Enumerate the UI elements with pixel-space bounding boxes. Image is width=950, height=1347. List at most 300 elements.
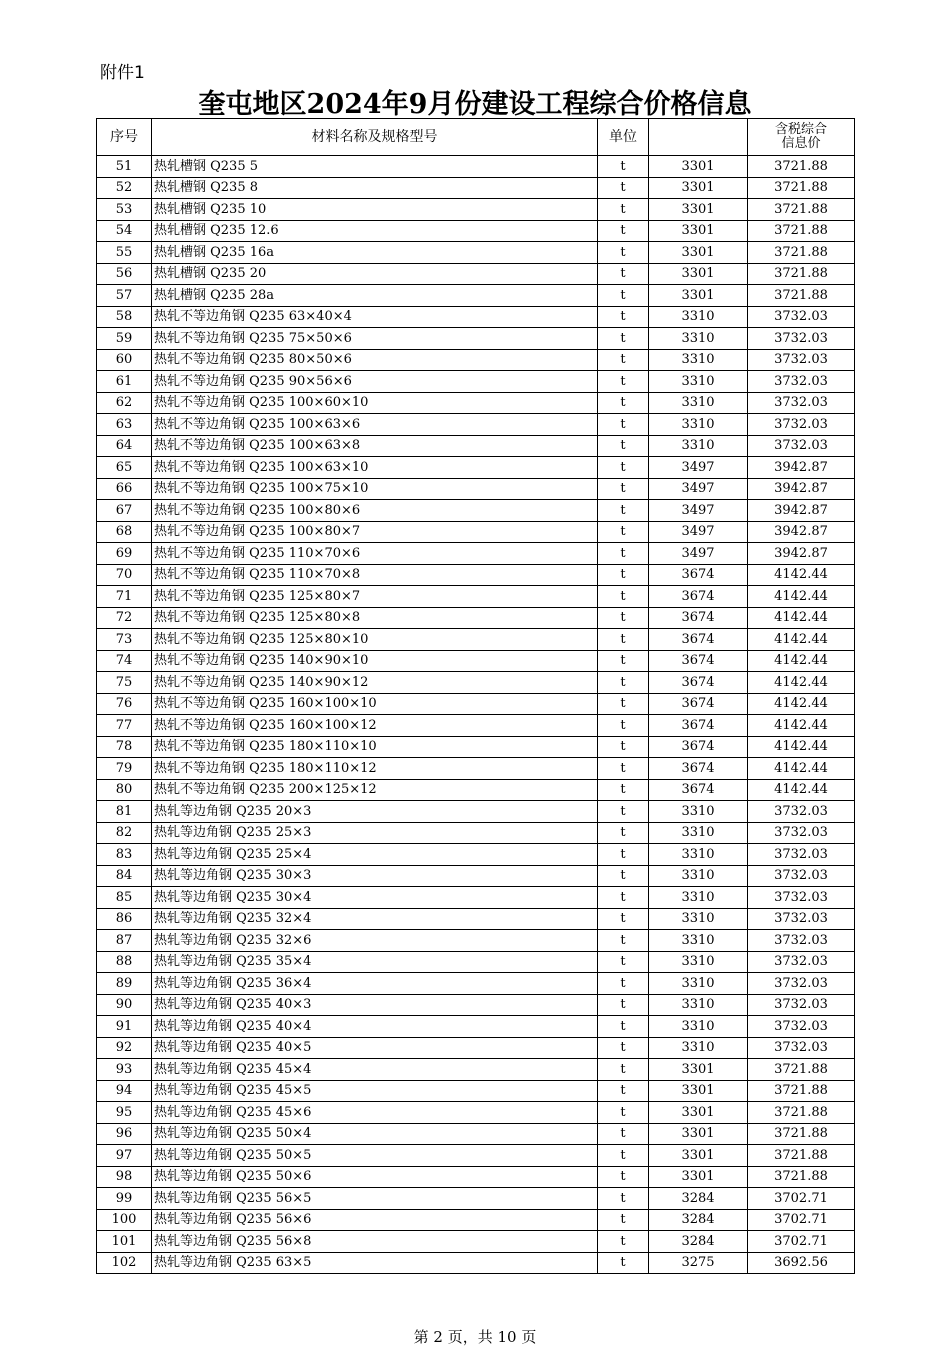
cell-unit: t [598,994,649,1016]
header-unit: 单位 [598,119,649,156]
cell-price-tax: 3702.71 [748,1188,855,1210]
cell-price-tax: 3721.88 [748,199,855,221]
cell-unit: t [598,328,649,350]
cell-index: 95 [97,1102,152,1124]
cell-price-tax: 4142.44 [748,650,855,672]
table-row [97,693,855,715]
cell-name: 热轧不等边角钢 Q235 100×75×10 [152,478,598,500]
table-row [97,865,855,887]
cell-name: 热轧不等边角钢 Q235 100×80×6 [152,500,598,522]
cell-price-ex: 3310 [649,951,748,973]
cell-name: 热轧不等边角钢 Q235 110×70×6 [152,543,598,565]
table-row [97,1123,855,1145]
cell-price-tax: 3721.88 [748,220,855,242]
cell-price-ex: 3301 [649,220,748,242]
cell-index: 60 [97,349,152,371]
cell-name: 热轧不等边角钢 Q235 100×63×6 [152,414,598,436]
table-row [97,478,855,500]
cell-price-ex: 3310 [649,844,748,866]
cell-price-tax: 3732.03 [748,930,855,952]
cell-name: 热轧等边角钢 Q235 45×4 [152,1059,598,1081]
cell-name: 热轧等边角钢 Q235 63×5 [152,1252,598,1274]
cell-unit: t [598,1059,649,1081]
table-row [97,930,855,952]
cell-unit: t [598,242,649,264]
cell-price-tax: 3732.03 [748,392,855,414]
table-row [97,242,855,264]
table-row [97,156,855,178]
cell-index: 93 [97,1059,152,1081]
cell-index: 81 [97,801,152,823]
cell-name: 热轧不等边角钢 Q235 90×56×6 [152,371,598,393]
cell-name: 热轧等边角钢 Q235 25×3 [152,822,598,844]
cell-unit: t [598,758,649,780]
cell-unit: t [598,263,649,285]
cell-unit: t [598,1016,649,1038]
attachment-label: 附件1 [100,63,145,83]
cell-name: 热轧不等边角钢 Q235 160×100×12 [152,715,598,737]
cell-index: 63 [97,414,152,436]
table-row [97,457,855,479]
cell-index: 80 [97,779,152,801]
cell-price-tax: 4142.44 [748,779,855,801]
cell-unit: t [598,500,649,522]
cell-index: 76 [97,693,152,715]
cell-index: 57 [97,285,152,307]
table-row [97,1209,855,1231]
table-row [97,951,855,973]
cell-unit: t [598,371,649,393]
table-row [97,1252,855,1274]
cell-price-ex: 3497 [649,457,748,479]
table-row [97,199,855,221]
cell-name: 热轧不等边角钢 Q235 100×60×10 [152,392,598,414]
cell-index: 77 [97,715,152,737]
table-row [97,500,855,522]
cell-name: 热轧槽钢 Q235 16a [152,242,598,264]
cell-name: 热轧槽钢 Q235 10 [152,199,598,221]
table-row [97,1166,855,1188]
cell-price-ex: 3310 [649,973,748,995]
cell-price-ex: 3497 [649,521,748,543]
cell-unit: t [598,672,649,694]
cell-price-ex: 3310 [649,822,748,844]
cell-index: 101 [97,1231,152,1253]
cell-index: 96 [97,1123,152,1145]
cell-index: 62 [97,392,152,414]
cell-unit: t [598,629,649,651]
cell-price-ex: 3674 [649,736,748,758]
header-price-tax [748,119,855,156]
cell-price-ex: 3674 [649,672,748,694]
cell-index: 99 [97,1188,152,1210]
cell-index: 92 [97,1037,152,1059]
table-row [97,263,855,285]
cell-name: 热轧等边角钢 Q235 50×5 [152,1145,598,1167]
page-title: 奎屯地区2024年9月份建设工程综合价格信息 [198,89,752,120]
cell-price-tax: 3732.03 [748,844,855,866]
header-index: 序号 [97,119,152,156]
cell-index: 98 [97,1166,152,1188]
cell-name: 热轧等边角钢 Q235 32×6 [152,930,598,952]
cell-price-tax: 3732.03 [748,349,855,371]
cell-name: 热轧等边角钢 Q235 56×5 [152,1188,598,1210]
cell-price-ex: 3310 [649,1016,748,1038]
cell-price-ex: 3310 [649,930,748,952]
cell-price-tax: 3942.87 [748,500,855,522]
cell-price-tax: 3721.88 [748,263,855,285]
cell-index: 72 [97,607,152,629]
table-row [97,801,855,823]
cell-unit: t [598,543,649,565]
table-row [97,349,855,371]
cell-unit: t [598,865,649,887]
cell-unit: t [598,349,649,371]
cell-unit: t [598,822,649,844]
cell-name: 热轧不等边角钢 Q235 160×100×10 [152,693,598,715]
table-row [97,1059,855,1081]
table-row [97,994,855,1016]
table-row [97,285,855,307]
cell-unit: t [598,1102,649,1124]
cell-price-ex: 3310 [649,392,748,414]
cell-name: 热轧等边角钢 Q235 25×4 [152,844,598,866]
cell-index: 71 [97,586,152,608]
cell-name: 热轧槽钢 Q235 8 [152,177,598,199]
cell-unit: t [598,220,649,242]
cell-price-tax: 3702.71 [748,1231,855,1253]
cell-price-ex: 3674 [649,607,748,629]
cell-index: 59 [97,328,152,350]
cell-price-tax: 3732.03 [748,994,855,1016]
cell-unit: t [598,693,649,715]
table-row [97,1188,855,1210]
cell-name: 热轧槽钢 Q235 20 [152,263,598,285]
table-row [97,435,855,457]
cell-index: 90 [97,994,152,1016]
table-row [97,887,855,909]
cell-price-ex: 3301 [649,199,748,221]
cell-unit: t [598,715,649,737]
table-row [97,306,855,328]
cell-name: 热轧等边角钢 Q235 40×3 [152,994,598,1016]
cell-unit: t [598,844,649,866]
cell-index: 86 [97,908,152,930]
cell-unit: t [598,177,649,199]
cell-price-ex: 3301 [649,1080,748,1102]
cell-index: 102 [97,1252,152,1274]
cell-price-ex: 3310 [649,328,748,350]
cell-price-ex: 3310 [649,994,748,1016]
cell-unit: t [598,586,649,608]
cell-price-tax: 3702.71 [748,1209,855,1231]
cell-unit: t [598,887,649,909]
cell-name: 热轧不等边角钢 Q235 125×80×8 [152,607,598,629]
table-row [97,177,855,199]
table-row [97,607,855,629]
cell-price-tax: 4142.44 [748,736,855,758]
cell-price-tax: 3732.03 [748,306,855,328]
cell-name: 热轧等边角钢 Q235 32×4 [152,908,598,930]
cell-index: 61 [97,371,152,393]
cell-name: 热轧槽钢 Q235 12.6 [152,220,598,242]
cell-unit: t [598,1231,649,1253]
cell-price-ex: 3497 [649,500,748,522]
table-row [97,1145,855,1167]
cell-name: 热轧不等边角钢 Q235 180×110×10 [152,736,598,758]
cell-index: 94 [97,1080,152,1102]
cell-price-ex: 3301 [649,1102,748,1124]
cell-index: 88 [97,951,152,973]
cell-unit: t [598,1037,649,1059]
table-row [97,650,855,672]
cell-price-tax: 3692.56 [748,1252,855,1274]
cell-name: 热轧等边角钢 Q235 40×4 [152,1016,598,1038]
cell-unit: t [598,306,649,328]
cell-unit: t [598,1145,649,1167]
table-row [97,672,855,694]
cell-price-tax: 3721.88 [748,242,855,264]
cell-index: 56 [97,263,152,285]
cell-name: 热轧槽钢 Q235 28a [152,285,598,307]
cell-unit: t [598,156,649,178]
cell-unit: t [598,1166,649,1188]
table-row [97,758,855,780]
cell-name: 热轧等边角钢 Q235 45×6 [152,1102,598,1124]
cell-index: 73 [97,629,152,651]
cell-price-tax: 3732.03 [748,951,855,973]
cell-index: 78 [97,736,152,758]
cell-unit: t [598,435,649,457]
cell-price-ex: 3674 [649,586,748,608]
cell-price-tax: 4142.44 [748,564,855,586]
cell-name: 热轧不等边角钢 Q235 125×80×7 [152,586,598,608]
cell-price-tax: 3721.88 [748,156,855,178]
cell-name: 热轧不等边角钢 Q235 100×63×10 [152,457,598,479]
cell-name: 热轧等边角钢 Q235 30×4 [152,887,598,909]
cell-price-ex: 3275 [649,1252,748,1274]
cell-unit: t [598,414,649,436]
cell-index: 91 [97,1016,152,1038]
cell-index: 97 [97,1145,152,1167]
cell-index: 87 [97,930,152,952]
cell-name: 热轧不等边角钢 Q235 125×80×10 [152,629,598,651]
cell-name: 热轧等边角钢 Q235 36×4 [152,973,598,995]
cell-index: 70 [97,564,152,586]
cell-name: 热轧不等边角钢 Q235 140×90×12 [152,672,598,694]
table-row [97,822,855,844]
table-row [97,328,855,350]
cell-price-ex: 3497 [649,543,748,565]
table-row [97,414,855,436]
cell-price-ex: 3674 [649,758,748,780]
cell-price-ex: 3310 [649,887,748,909]
cell-price-ex: 3310 [649,801,748,823]
cell-unit: t [598,457,649,479]
cell-price-tax: 3721.88 [748,285,855,307]
cell-unit: t [598,564,649,586]
cell-price-ex: 3301 [649,177,748,199]
cell-name: 热轧不等边角钢 Q235 140×90×10 [152,650,598,672]
cell-index: 55 [97,242,152,264]
cell-index: 64 [97,435,152,457]
table-row [97,715,855,737]
cell-unit: t [598,521,649,543]
cell-price-ex: 3301 [649,263,748,285]
cell-price-tax: 3721.88 [748,1145,855,1167]
table-row [97,629,855,651]
table-row [97,779,855,801]
cell-index: 69 [97,543,152,565]
cell-price-tax: 3721.88 [748,1102,855,1124]
cell-name: 热轧不等边角钢 Q235 180×110×12 [152,758,598,780]
cell-unit: t [598,199,649,221]
cell-index: 74 [97,650,152,672]
table-row [97,1080,855,1102]
header-price-tax-line2: 信息价 [781,136,821,151]
table-row [97,371,855,393]
cell-name: 热轧等边角钢 Q235 40×5 [152,1037,598,1059]
cell-unit: t [598,779,649,801]
cell-name: 热轧等边角钢 Q235 30×3 [152,865,598,887]
cell-index: 84 [97,865,152,887]
cell-price-tax: 3942.87 [748,521,855,543]
cell-unit: t [598,650,649,672]
cell-price-ex: 3674 [649,693,748,715]
cell-price-ex: 3310 [649,1037,748,1059]
cell-price-tax: 3721.88 [748,1080,855,1102]
cell-price-tax: 3721.88 [748,1166,855,1188]
cell-unit: t [598,908,649,930]
cell-price-ex: 3310 [649,908,748,930]
cell-index: 54 [97,220,152,242]
table-row [97,1016,855,1038]
cell-price-tax: 3732.03 [748,1016,855,1038]
cell-price-ex: 3674 [649,650,748,672]
cell-price-ex: 3301 [649,1123,748,1145]
cell-index: 82 [97,822,152,844]
cell-index: 51 [97,156,152,178]
cell-unit: t [598,478,649,500]
cell-price-tax: 3942.87 [748,478,855,500]
cell-price-tax: 3732.03 [748,887,855,909]
cell-price-tax: 3721.88 [748,1123,855,1145]
cell-index: 75 [97,672,152,694]
cell-price-ex: 3674 [649,629,748,651]
cell-price-tax: 3732.03 [748,371,855,393]
cell-price-tax: 3732.03 [748,328,855,350]
cell-unit: t [598,1123,649,1145]
table-row [97,392,855,414]
cell-price-tax: 4142.44 [748,758,855,780]
cell-price-tax: 4142.44 [748,693,855,715]
cell-price-ex: 3310 [649,306,748,328]
cell-unit: t [598,607,649,629]
cell-unit: t [598,285,649,307]
cell-price-tax: 3732.03 [748,414,855,436]
table-row [97,564,855,586]
cell-index: 100 [97,1209,152,1231]
cell-price-tax: 3732.03 [748,908,855,930]
cell-name: 热轧不等边角钢 Q235 63×40×4 [152,306,598,328]
cell-price-tax: 3732.03 [748,865,855,887]
cell-price-ex: 3310 [649,435,748,457]
cell-price-tax: 4142.44 [748,629,855,651]
cell-price-ex: 3674 [649,779,748,801]
cell-price-tax: 3721.88 [748,177,855,199]
cell-price-ex: 3674 [649,564,748,586]
table-row [97,586,855,608]
table-header-row [97,119,855,156]
cell-name: 热轧等边角钢 Q235 45×5 [152,1080,598,1102]
price-table [96,118,855,1274]
cell-price-tax: 4142.44 [748,672,855,694]
cell-index: 79 [97,758,152,780]
cell-index: 52 [97,177,152,199]
cell-name: 热轧不等边角钢 Q235 200×125×12 [152,779,598,801]
cell-price-tax: 3732.03 [748,973,855,995]
cell-index: 53 [97,199,152,221]
cell-price-tax: 3721.88 [748,1059,855,1081]
cell-price-ex: 3310 [649,349,748,371]
cell-unit: t [598,736,649,758]
cell-name: 热轧等边角钢 Q235 50×6 [152,1166,598,1188]
cell-index: 68 [97,521,152,543]
cell-name: 热轧等边角钢 Q235 56×8 [152,1231,598,1253]
header-price-tax-line1: 含税综合 [774,122,827,138]
cell-unit: t [598,392,649,414]
cell-unit: t [598,1209,649,1231]
cell-index: 89 [97,973,152,995]
table-row [97,521,855,543]
cell-unit: t [598,1252,649,1274]
cell-index: 65 [97,457,152,479]
cell-price-tax: 3732.03 [748,801,855,823]
cell-name: 热轧不等边角钢 Q235 110×70×8 [152,564,598,586]
table-row [97,1102,855,1124]
cell-price-tax: 3732.03 [748,822,855,844]
cell-index: 58 [97,306,152,328]
cell-price-ex: 3497 [649,478,748,500]
cell-price-ex: 3301 [649,1059,748,1081]
cell-price-ex: 3284 [649,1231,748,1253]
cell-price-ex: 3284 [649,1188,748,1210]
cell-name: 热轧不等边角钢 Q235 100×80×7 [152,521,598,543]
cell-index: 67 [97,500,152,522]
cell-price-tax: 3732.03 [748,435,855,457]
cell-name: 热轧等边角钢 Q235 20×3 [152,801,598,823]
cell-unit: t [598,1188,649,1210]
cell-unit: t [598,1080,649,1102]
cell-index: 83 [97,844,152,866]
cell-name: 热轧槽钢 Q235 5 [152,156,598,178]
cell-name: 热轧不等边角钢 Q235 75×50×6 [152,328,598,350]
cell-price-tax: 3942.87 [748,457,855,479]
cell-name: 热轧不等边角钢 Q235 100×63×8 [152,435,598,457]
cell-index: 85 [97,887,152,909]
header-name: 材料名称及规格型号 [152,119,598,156]
table-row [97,736,855,758]
table-row [97,220,855,242]
cell-price-ex: 3674 [649,715,748,737]
cell-unit: t [598,973,649,995]
cell-price-tax: 4142.44 [748,715,855,737]
cell-price-ex: 3301 [649,1145,748,1167]
cell-price-ex: 3310 [649,865,748,887]
cell-name: 热轧等边角钢 Q235 50×4 [152,1123,598,1145]
cell-unit: t [598,801,649,823]
cell-price-ex: 3310 [649,414,748,436]
